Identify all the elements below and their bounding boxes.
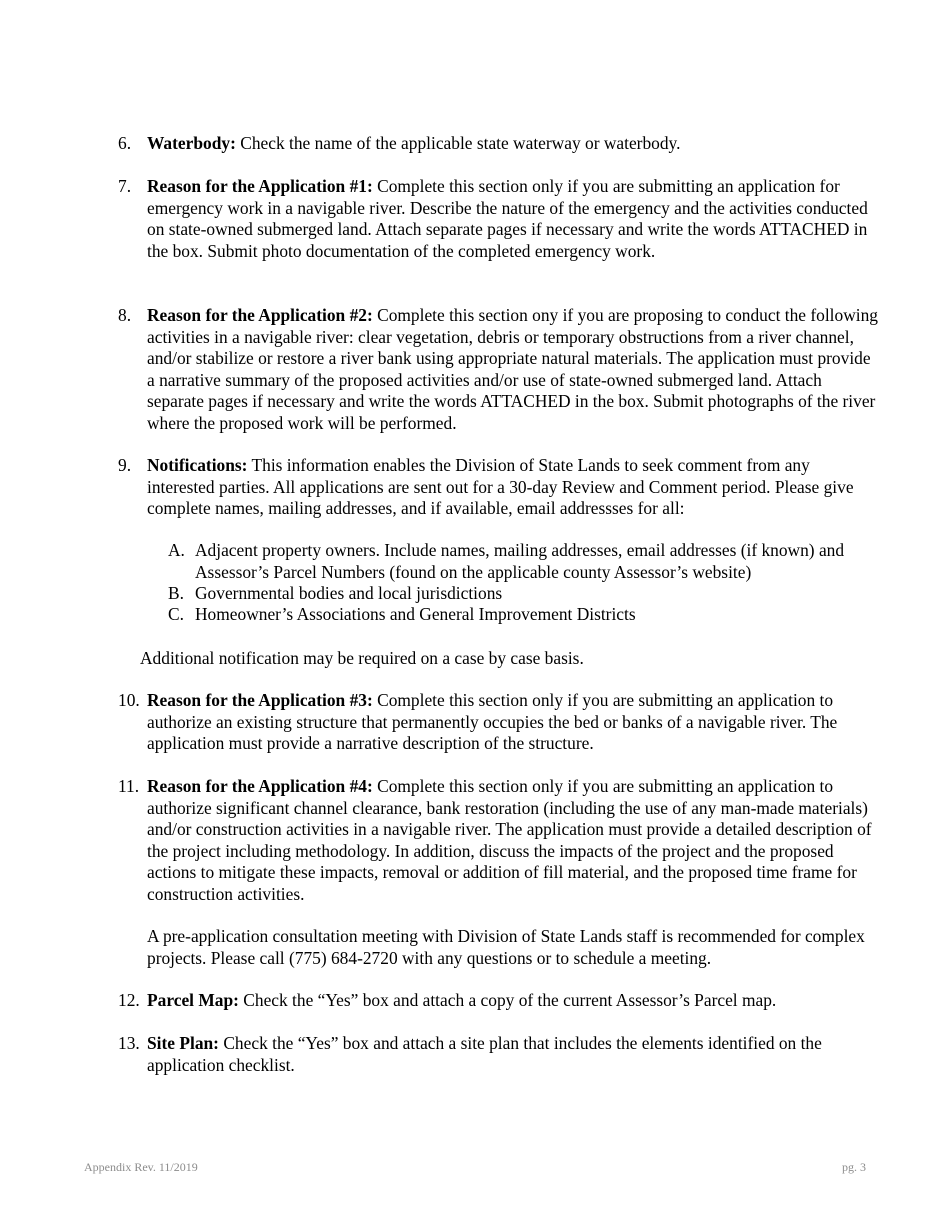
subitem-letter: A. [168,540,185,560]
item-title: Parcel Map: [147,990,239,1010]
additional-notification-note: Additional notification may be required on a case by case basis. [140,648,584,668]
list-item-reason-1 [118,176,878,262]
item-number: 10. [118,690,140,710]
list-item-parcel-map [118,990,878,1012]
subitem-letter: C. [168,604,184,624]
item-number: 12. [118,990,140,1010]
item-title: Notifications: [147,455,248,475]
consultation-note: A pre-application consultation meeting with Division of State Lands staff is recommended for complex projects. Please call (775) 684-2720 with any questions or to schedule a meeting. [147,926,865,968]
item-title: Reason for the Application #3: [147,690,373,710]
subitem-text: Governmental bodies and local jurisdictions [195,583,503,603]
list-item-reason-2 [118,305,878,434]
item-text: Complete this section only if you are submitting an application for emergency work in a navigable river. Describe the nature of the emergency and the activities conducted on state-owned submerged land. Attach separate pages if necessary and write the words ATTACHED in the box. Submit photo documentation of the completed emergency work. [147,176,868,261]
item-number: 8. [118,305,132,325]
list-item-reason-4 [118,776,878,905]
item-text: Complete this section only if you are submitting an application to authorize an existing structure that permanently occupies the bed or banks of a navigable river. The application must provide a narrative description of the structure. [147,690,838,753]
item-body [147,176,878,262]
item-body [147,776,878,905]
item-number: 6. [118,133,132,153]
item-text: Check the “Yes” box and attach a copy of the current Assessor’s Parcel map. [238,990,777,1010]
list-item-waterbody [118,133,878,155]
item-text: Check the “Yes” box and attach a site plan that includes the elements identified on the application checklist. [147,1033,822,1075]
item-number: 9. [118,455,132,475]
item-body [147,990,878,1012]
item-body [147,690,878,755]
item-title: Waterbody: [147,133,236,153]
item-text: Check the name of the applicable state waterway or waterbody. [235,133,681,153]
item-number: 11. [118,776,140,796]
subitem-text: Homeowner’s Associations and General Improvement Districts [195,604,636,624]
item-title: Reason for the Application #1: [147,176,373,196]
item-text: Complete this section ony if you are proposing to conduct the following activities in a navigable river: clear vegetation, debris or temporary obstructions from a river channel, and/or stabilize or restore a river bank using appropriate natural materials. The application must provide a narrative summary of the proposed activities and/or use of state-owned submerged land. Attach separate pages if necessary and write the words ATTACHED in the box. Submit photographs of the river where the proposed work will be performed. [147,305,878,433]
item-title: Reason for the Application #2: [147,305,373,325]
notification-subitem-c [168,604,878,626]
notification-subitem-a [168,540,878,583]
list-item-reason-3 [118,690,878,755]
item-text: This information enables the Division of State Lands to seek comment from any interested parties. All applications are sent out for a 30-day Review and Comment period. Please give complete names, mailing addresses, and if available, email addressses for all: [147,455,854,518]
subitem-letter: B. [168,583,184,603]
notification-subitem-b [168,583,878,605]
footer-revision: Appendix Rev. 11/2019 [84,1160,198,1174]
item-title: Reason for the Application #4: [147,776,373,796]
item-body [147,1033,878,1076]
subitem-text: Adjacent property owners. Include names, mailing addresses, email addresses (if known) and Assessor’s Parcel Numbers (found on the applicable county Assessor’s website) [195,540,845,582]
item-text: Complete this section only if you are submitting an application to authorize significant channel clearance, bank restoration (including the use of any man-made materials) and/or construction activities in a navigable river. The application must provide a detailed description of the project including methodology. In addition, discuss the impacts of the project and the proposed actions to mitigate these impacts, removal or addition of fill material, and the proposed time frame for construction activities. [147,776,872,904]
item-number: 7. [118,176,132,196]
list-item-notifications [118,455,878,520]
list-item-site-plan [118,1033,878,1076]
item-body [147,133,878,155]
item-number: 13. [118,1033,140,1053]
item-body [147,305,878,434]
footer-page-number: pg. 3 [842,1160,866,1174]
item-title: Site Plan: [147,1033,219,1053]
item-body [147,455,878,520]
